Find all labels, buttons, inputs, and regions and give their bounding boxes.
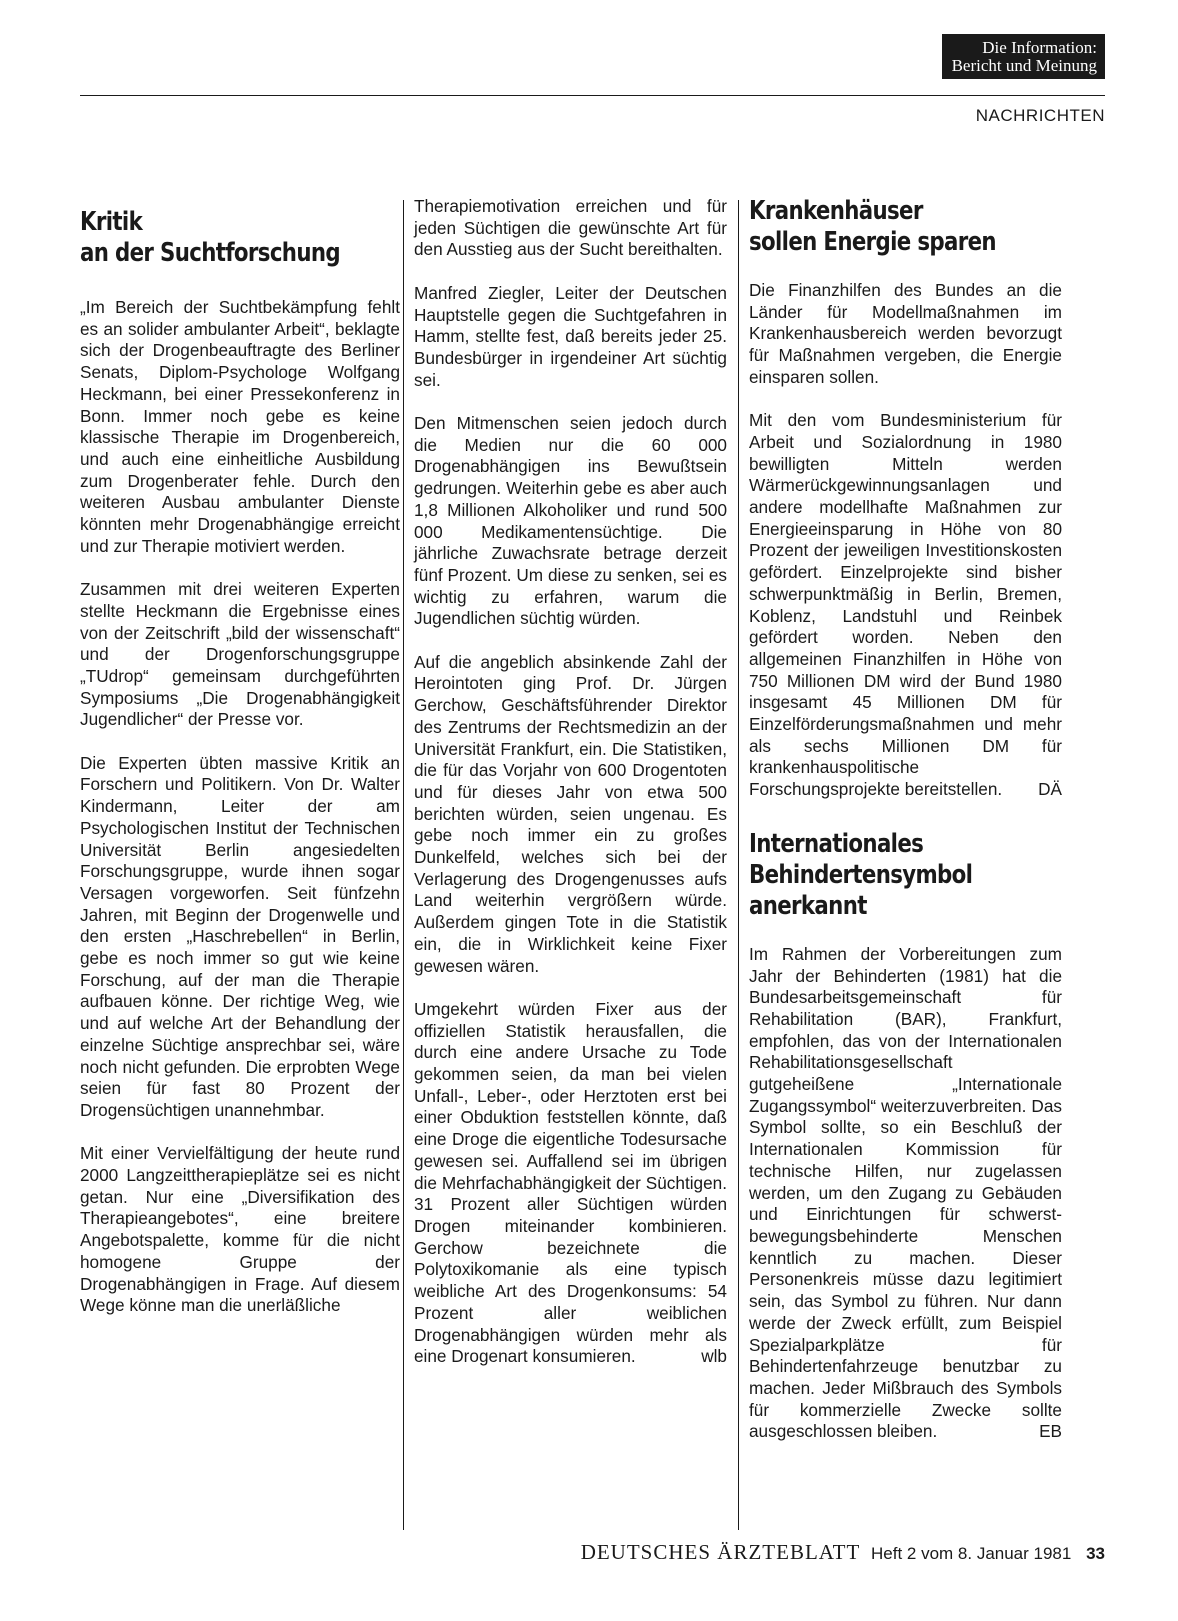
column-3 — [749, 196, 1062, 1465]
author-signature: DÄ — [1038, 779, 1062, 800]
paragraph — [414, 999, 727, 1368]
section-label: NACHRICHTEN — [975, 106, 1105, 125]
paragraph — [749, 410, 1062, 801]
badge-line-2: Bericht und Meinung — [951, 56, 1097, 75]
page-footer — [581, 1540, 1105, 1565]
column-divider — [738, 200, 739, 1530]
header-rule — [80, 95, 1105, 96]
paragraph: Mit einer Vervielfältigung der heute rund 2000 Langzeittherapieplätze sei es nicht getan. Nur eine „Diversifikation des Therapieangebotes“, eine breitere Angebotspalette, komme für die nicht homogene Gruppe der Drogenabhängigen in Frage. Auf diesem Wege könne man die unerläßliche — [80, 1143, 400, 1316]
paragraph: Die Finanzhilfen des Bundes an die Länder für Modellmaßnahmen im Krankenhausbereich werden bevorzugt für Maßnahmen vergeben, die Energie einsparen sollen. — [749, 280, 1062, 387]
paragraph: Zusammen mit drei weiteren Experten stellte Heckmann die Ergebnisse eines von der Zeitschrift „bild der wissenschaft“ und der Drogenforschungsgruppe „TUdrop“ gemeinsam durchgeführten Symposiums „Die Drogenabhängigkeit Jugendlicher“ der Presse vor. — [80, 579, 400, 730]
paragraph-text: Im Rahmen der Vorbereitungen zum Jahr der Behinderten (1981) hat die Bundesarbeitsgemeinschaft für Rehabilitation (BAR), Frankfurt, empfohlen, das von der Internationalen Rehabilitationsgesellschaft gutgeheißene „Internationale Zugangssymbol“ weiterzuverbreiten. Das Symbol sollte, so ein Beschluß der Internationalen Kommission für technische Hilfen, nur zugelassen werden, um den Zugang zu Gebäuden und Einrichtungen für schwerst-bewegungsbehinderte Menschen kenntlich zu machen. Dieser Personenkreis müsse dazu legitimiert sein, das Symbol zu führen. Nur dann werde der Zweck erfüllt, zum Beispiel Spezialparkplätze für Behindertenfahrzeuge benutzbar zu machen. Jeder Mißbrauch des Symbols für kommerzielle Zwecke sollte ausgeschlossen bleiben. — [749, 943, 1062, 1442]
title-line: anerkannt — [749, 890, 867, 921]
paragraph: „Im Bereich der Suchtbekämpfung fehlt es an solider ambulanter Arbeit“, beklagte sich der Drogenbeauftragte des Berliner Senats, Diplom-Psychologe Wolfgang Heckmann, bei einer Pressekonferenz in Bonn. Immer noch gebe es keine klassische Therapie im Drogenbereich, und auch eine einheitliche Ausbildung zum Drogenberater fehle. Durch den weiteren Ausbau ambulanter Dienste könnten mehr Drogenabhängige erreicht und zur Therapie motiviert werden. — [80, 297, 400, 556]
author-signature: EB — [1039, 1421, 1062, 1442]
title-line: Krankenhäuser — [749, 196, 923, 226]
journal-name: DEUTSCHES ÄRZTEBLATT — [580, 1540, 861, 1564]
issue-info: Heft 2 vom 8. Januar 1981 — [871, 1544, 1072, 1563]
paragraph: Die Experten übten massive Kritik an Forschern und Politikern. Von Dr. Walter Kindermann, Leiter der am Psychologischen Institut der Technischen Universität Berlin angesiedelten Forschungsgruppe, wurde ihnen sogar Versagen vorgeworfen. Seit fünfzehn Jahren, mit Beginn der Drogenwelle und den ersten „Haschrebellen“ in Berlin, gebe es noch immer so gut wie keine Forschung, auf der man die Therapie aufbauen könne. Der richtige Weg, wie und auf welche Art der Behandlung der einzelne Süchtige ansprechbar sei, wäre noch nicht gefunden. Die erprobten Wege seien für fast 80 Prozent der Drogensüchtigen unannehmbar. — [80, 752, 400, 1120]
paragraph-text: Mit den vom Bundesministerium für Arbeit und Sozialordnung in 1980 bewilligten Mitteln werden Wärmerückgewinnungsanlagen und andere modellhafte Maßnahmen zur Energieeinsparung in Höhe von 80 Prozent der jeweiligen Investitionskosten gefördert. Einzelprojekte sind bisher schwerpunktmäßig in Berlin, Bremen, Koblenz, Landstuhl und Reinbek gefördert worden. Neben den allgemeinen Finanzhilfen in Höhe von 750 Millionen DM wird der Bund 1980 insgesamt 45 Millionen DM für Einzelförderungsmaßnahmen und mehr als sechs Millionen DM für krankenhauspolitische Forschungsprojekte bereitstellen. — [749, 410, 1062, 800]
title-line: Behindertensymbol — [749, 859, 973, 890]
page-number: 33 — [1086, 1544, 1105, 1563]
paragraph: Den Mitmenschen seien jedoch durch die Medien nur die 60 000 Drogenabhängigen ins Bewußtsein gedrungen. Weiterhin gebe es aber auch 1,8 Millionen Alkoholiker und rund 500 000 Medikamentensüchtige. Die jährliche Zuwachsrate betrage derzeit fünf Prozent. Um diese zu senken, sei es wichtig zu erfahren, warum die Jugendlichen süchtig würden. — [414, 413, 727, 629]
article-title — [80, 207, 400, 269]
paragraph: Manfred Ziegler, Leiter der Deutschen Hauptstelle gegen die Suchtgefahren in Hamm, stellte fest, daß bereits jeder 25. Bundesbürger in irgendeiner Art süchtig sei. — [414, 282, 727, 390]
title-line: Internationales — [749, 828, 924, 859]
column-1 — [80, 207, 400, 1339]
column-divider — [403, 200, 404, 1530]
title-line: Kritik — [80, 207, 143, 237]
section-badge — [942, 34, 1105, 79]
article-title — [749, 829, 1062, 922]
article-title — [749, 196, 1062, 258]
badge-line-1: Die Information: — [982, 38, 1097, 57]
column-2 — [414, 196, 727, 1390]
paragraph: Therapiemotivation erreichen und für jeden Süchtigen die gewünschte Art für den Ausstieg aus der Sucht bereithalten. — [414, 196, 727, 260]
author-signature: wlb — [701, 1346, 727, 1367]
paragraph — [749, 944, 1062, 1443]
paragraph-text: Umgekehrt würden Fixer aus der offiziellen Statistik herausfallen, die durch eine andere Ursache zu Tode gekommen seien, da man bei vielen Unfall-, Leber-, oder Herztoten erst bei einer Obduktion feststellen könnte, daß eine Droge die eigentliche Todesursache gewesen sei. Auffallend sei im übrigen die Mehrfachabhängigkeit der Süchtigen. 31 Prozent aller Süchtigen würden Drogen miteinander kombinieren. Gerchow bezeichnete die Polytoxikomanie als eine typisch weibliche Art des Drogenkonsums: 54 Prozent aller weiblichen Drogenabhängigen würden mehr als eine Drogenart konsumieren. — [414, 998, 727, 1367]
paragraph: Auf die angeblich absinkende Zahl der Herointoten ging Prof. Dr. Jürgen Gerchow, Geschäftsführender Direktor des Zentrums der Rechtsmedizin an der Universität Frankfurt, ein. Die Statistiken, die für das Vorjahr von 600 Drogentoten und für dieses Jahr von etwa 500 berichten würden, seien ungenau. Es gebe noch immer ein zu großes Dunkelfeld, welches sich bei der Verlagerung des Drogengenusses aufs Land weiterhin vergrößern würde. Außerdem gingen Tote in die Statistik ein, die in Wirklichkeit keine Fixer gewesen wären. — [414, 651, 727, 976]
title-line: sollen Energie sparen — [749, 227, 996, 257]
title-line: an der Suchtforschung — [80, 238, 340, 268]
